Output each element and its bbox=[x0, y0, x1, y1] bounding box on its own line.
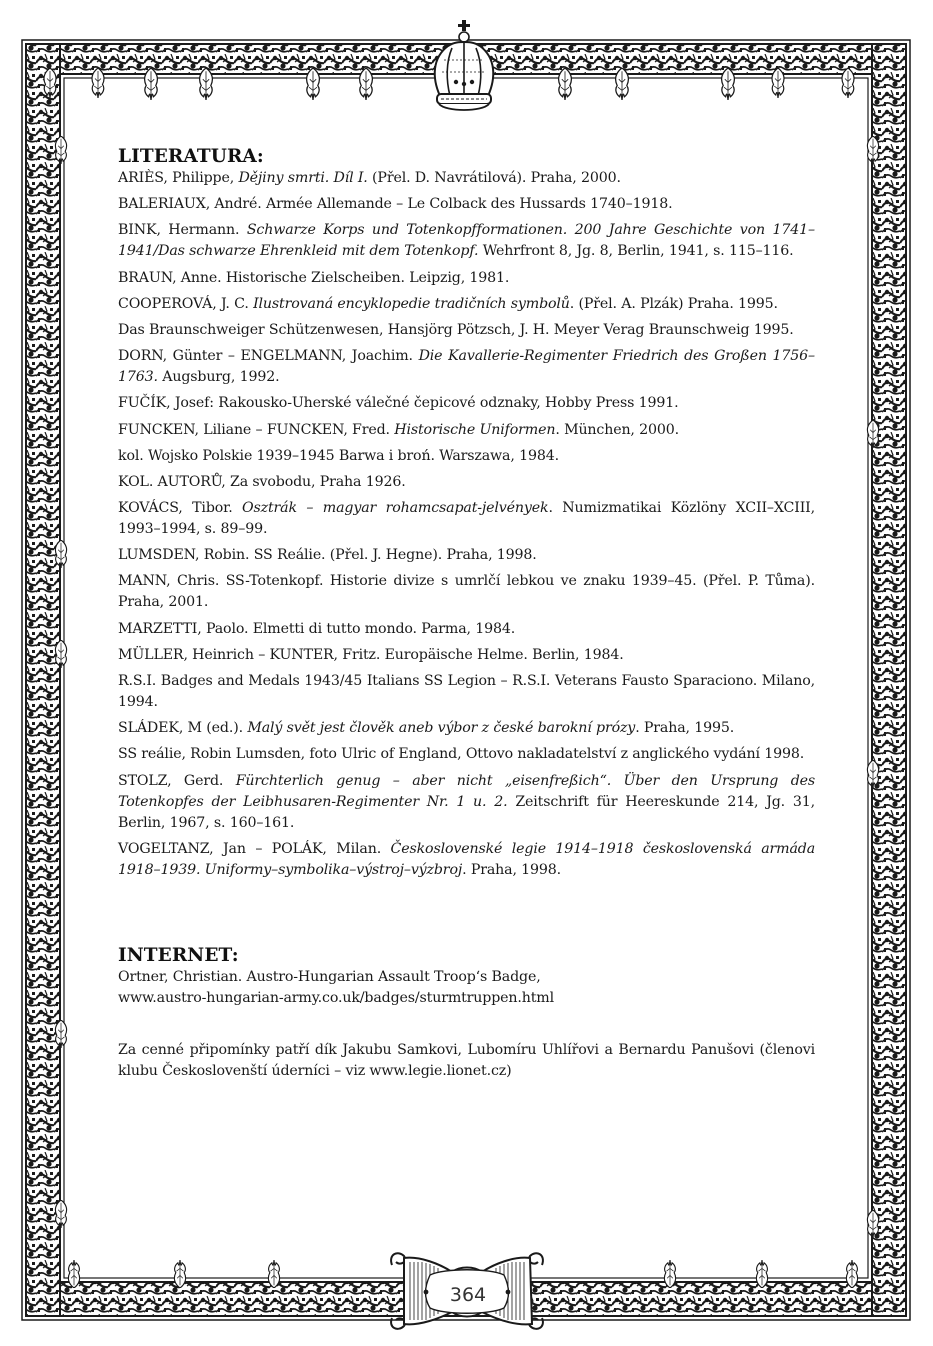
entry-text: ARIÈS, Philippe, bbox=[118, 170, 239, 186]
entry-text: KOVÁCS, Tibor. bbox=[118, 500, 243, 517]
bibliography-entry bbox=[118, 744, 815, 765]
entry-text-tail: . München, 2000. bbox=[555, 421, 680, 438]
entry-text: MÜLLER, Heinrich – KUNTER, Fritz. Europäische Helme. Berlin, 1984. bbox=[118, 646, 624, 663]
entry-text-tail: Zeitschrift für Heereskunde 214, Jg. 31, Berlin, 1967, s. 160–161. bbox=[118, 793, 815, 831]
bibliography-entry bbox=[118, 498, 815, 540]
entry-title-italic: Schwarze Korps und Totenkopfformationen. 200 Jahre Geschichte von 1741–1941/Das schwarze Ehrenkleid mit dem Totenkopf. bbox=[118, 222, 815, 260]
entry-text-tail: . Praha, 1995. bbox=[635, 720, 735, 737]
bibliography-entry bbox=[118, 619, 815, 640]
entry-title-italic: Die Kavallerie-Regimenter Friedrich des Großen 1756–1763. bbox=[118, 348, 815, 386]
bibliography-entry bbox=[118, 194, 815, 215]
entry-text-tail: . Numizmatikai Közlöny XCII–XCIII, 1993–1994, s. 89–99. bbox=[118, 500, 815, 538]
entry-text: KOL. AUTORŮ, Za svobodu, Praha 1926. bbox=[118, 473, 406, 490]
entry-text: STOLZ, Gerd. bbox=[118, 772, 236, 789]
bibliography-entry bbox=[118, 268, 815, 289]
page-number: 364 bbox=[449, 1284, 487, 1306]
entry-text: BRAUN, Anne. Historische Zielscheiben. Leipzig, 1981. bbox=[118, 269, 510, 286]
bibliography-entry bbox=[118, 294, 815, 315]
bibliography-entry bbox=[118, 472, 815, 493]
entry-text-tail: Augsburg, 1992. bbox=[157, 369, 280, 386]
bibliography-entry bbox=[118, 545, 815, 566]
entry-text: SS reálie, Robin Lumsden, foto Ulric of England, Ottovo nakladatelství z anglického vydání 1998. bbox=[118, 746, 805, 763]
bibliography-entry bbox=[118, 671, 815, 713]
entry-title-italic: Československé legie 1914–1918 československá armáda 1918–1939. Uniformy–symbolika–výstroj–výzbroj bbox=[118, 840, 816, 878]
entry-text-tail: . Praha, 1998. bbox=[462, 861, 562, 878]
entry-text: DORN, Günter – ENGELMANN, Joachim. bbox=[118, 348, 419, 365]
bibliography-entry bbox=[118, 446, 815, 467]
entry-text: FUČÍK, Josef: Rakousko-Uherské válečné čepicové odznaky, Hobby Press 1991. bbox=[118, 395, 679, 412]
entry-text-tail: (Přel. D. Navrátilová). Praha, 2000. bbox=[367, 170, 621, 186]
acknowledgement-text: Za cenné připomínky patří dík Jakubu Samkovi, Lubomíru Uhlířovi a Bernardu Panušovi (členovi klubu Českoslovenští úderníci – viz www.legie.lionet.cz) bbox=[118, 1041, 815, 1079]
entry-text-tail: Wehrfront 8, Jg. 8, Berlin, 1941, s. 115–116. bbox=[478, 243, 794, 260]
bibliography-entry bbox=[118, 718, 815, 739]
entry-title-italic: Ilustrovaná encyklopedie tradičních symbolů bbox=[253, 295, 570, 312]
entry-text: FUNCKEN, Liliane – FUNCKEN, Fred. bbox=[118, 421, 395, 438]
bibliography-entry bbox=[118, 320, 815, 341]
bibliography-entry bbox=[118, 393, 815, 414]
entry-text: BALERIAUX, André. Armée Allemande – Le Colback des Hussards 1740–1918. bbox=[118, 196, 673, 213]
entry-text: SLÁDEK, M (ed.). bbox=[118, 720, 248, 737]
crown-icon bbox=[435, 20, 494, 110]
border-band-left bbox=[26, 44, 60, 1316]
border-band-right bbox=[872, 44, 906, 1316]
entry-title-italic: Malý svět jest člověk aneb výbor z české barokní prózy bbox=[247, 720, 636, 737]
entry-text: MANN, Chris. SS-Totenkopf. Historie divize s umrlčí lebkou ve znaku 1939–45. (Přel. P. Tůma). Praha, 2001. bbox=[118, 573, 815, 611]
page-content bbox=[118, 146, 815, 1082]
internet-citation: Ortner, Christian. Austro-Hungarian Assault Troop‘s Badge, bbox=[118, 968, 541, 985]
entry-text: LUMSDEN, Robin. SS Reálie. (Přel. J. Hegne). Praha, 1998. bbox=[118, 547, 537, 564]
entry-text: BINK, Hermann. bbox=[118, 222, 247, 239]
bibliography-entry bbox=[118, 168, 815, 189]
bibliography-entry bbox=[118, 645, 815, 666]
entry-text: kol. Wojsko Polskie 1939–1945 Barwa i broń. Warszawa, 1984. bbox=[118, 447, 559, 464]
entry-text: R.S.I. Badges and Medals 1943/45 Italians SS Legion – R.S.I. Veterans Fausto Sparaciono. Milano, 1994. bbox=[118, 673, 815, 710]
entry-title-italic: Fürchterlich genug – aber nicht „eisenfreßich“. Über den Ursprung des Totenkopfes der Leibhusaren-Regimenter Nr. 1 u. 2. bbox=[118, 772, 815, 810]
bibliography-entry bbox=[118, 220, 815, 262]
bibliography-entry bbox=[118, 346, 815, 388]
bibliography-entry bbox=[118, 771, 815, 834]
entry-text: MARZETTI, Paolo. Elmetti di tutto mondo. Parma, 1984. bbox=[118, 620, 516, 637]
entry-title-italic: Historische Uniformen bbox=[394, 421, 556, 438]
bibliography-list bbox=[118, 168, 815, 881]
bibliography-entry bbox=[118, 839, 815, 881]
entry-title-italic: Osztrák – magyar rohamcsapat-jelvények bbox=[242, 500, 549, 517]
internet-url[interactable]: www.austro-hungarian-army.co.uk/badges/sturmtruppen.html bbox=[118, 989, 554, 1006]
bibliography-entry bbox=[118, 420, 815, 441]
bibliography-entry bbox=[118, 571, 815, 613]
entry-text: Das Braunschweiger Schützenwesen, Hansjörg Pötzsch, J. H. Meyer Verag Braunschweig 1995. bbox=[118, 321, 794, 338]
entry-text: VOGELTANZ, Jan – POLÁK, Milan. bbox=[118, 840, 391, 857]
entry-title-italic: Dějiny smrti. Díl I. bbox=[238, 170, 368, 186]
literatura-heading: LITERATURA: bbox=[118, 146, 264, 167]
internet-section bbox=[118, 945, 815, 1009]
entry-text-tail: . (Přel. A. Plzák) Praha. 1995. bbox=[569, 295, 778, 312]
internet-heading: INTERNET: bbox=[118, 944, 239, 966]
entry-text: COOPEROVÁ, J. C. bbox=[118, 295, 254, 312]
